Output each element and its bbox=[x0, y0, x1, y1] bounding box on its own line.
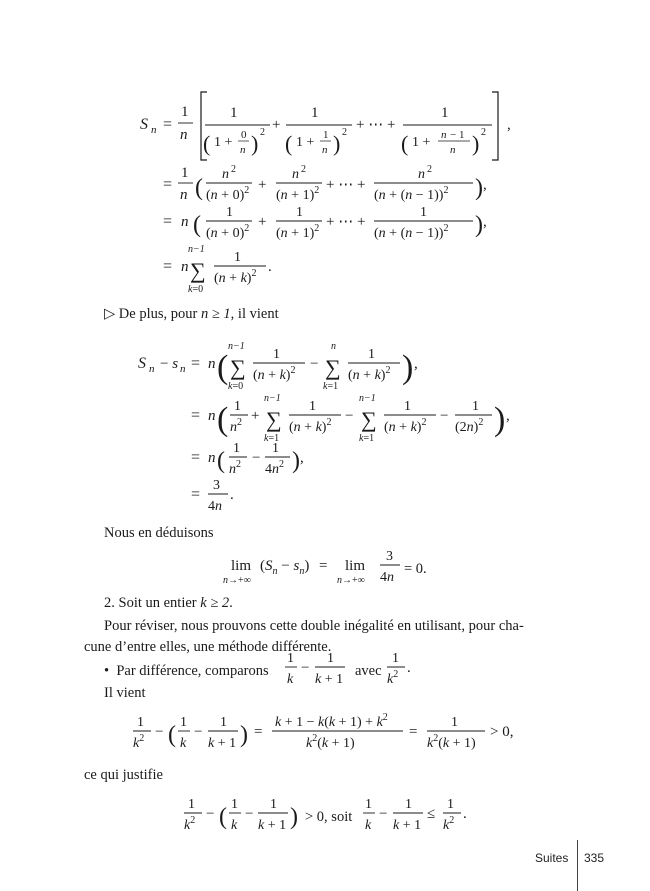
equation-diff-line1 bbox=[138, 341, 418, 392]
svg-text:1: 1 bbox=[137, 715, 144, 730]
svg-text:(: ( bbox=[217, 349, 229, 386]
svg-text:1: 1 bbox=[234, 399, 241, 414]
svg-text:1: 1 bbox=[309, 399, 316, 414]
svg-text:0: 0 bbox=[241, 129, 247, 141]
il-vient-text: Il vient bbox=[104, 685, 146, 701]
svg-text:): ) bbox=[251, 131, 259, 156]
svg-text:− 1: − 1 bbox=[450, 129, 465, 141]
equation-diff-line2 bbox=[191, 393, 510, 444]
svg-text:1: 1 bbox=[420, 205, 427, 220]
svg-text:k2: $k^2$ bbox=[184, 815, 196, 833]
svg-text:3: 3 bbox=[386, 549, 393, 564]
svg-text:(n + 0)2: $(n + 0)^2$ bbox=[206, 185, 250, 203]
svg-text:+: + bbox=[258, 177, 267, 193]
svg-text:1 +: 1 + bbox=[296, 135, 315, 150]
svg-text:−: − bbox=[345, 408, 354, 424]
soit-text: > 0, soit bbox=[305, 809, 353, 825]
svg-text:(n + k)2: $(n + k)^2$ bbox=[384, 417, 427, 435]
svg-text:(2n)2: $(2n)^2$ bbox=[455, 417, 484, 435]
svg-text:−: − bbox=[194, 724, 203, 740]
svg-text:=: = bbox=[163, 213, 173, 230]
svg-text:=: = bbox=[409, 724, 418, 740]
svg-text:(: ( bbox=[193, 212, 201, 238]
svg-text:k: k bbox=[180, 736, 187, 751]
svg-text:n−1: n−1 bbox=[264, 393, 281, 404]
svg-text:1: 1 bbox=[270, 797, 277, 812]
equation-sn-line1 bbox=[140, 92, 511, 160]
svg-text:n: n bbox=[418, 167, 425, 182]
svg-text:(: ( bbox=[168, 722, 176, 748]
equation-diff-line3 bbox=[191, 441, 304, 477]
svg-text:.: . bbox=[268, 259, 272, 275]
svg-text:n−1: n−1 bbox=[359, 393, 376, 404]
svg-text:1: 1 bbox=[323, 129, 329, 141]
footer-divider bbox=[577, 840, 578, 891]
svg-text:): ) bbox=[494, 401, 506, 438]
svg-text:k: k bbox=[287, 672, 294, 687]
svg-text:1: 1 bbox=[311, 105, 319, 121]
svg-text:): ) bbox=[240, 722, 248, 748]
svg-text:+ ⋯ +: + ⋯ + bbox=[356, 117, 396, 133]
svg-text:n2: $n^2$ bbox=[229, 459, 241, 477]
svg-text:1: 1 bbox=[441, 105, 449, 121]
svg-text:+: + bbox=[272, 117, 281, 133]
svg-text:=: = bbox=[191, 355, 201, 372]
svg-text:k=0: k=0 bbox=[228, 381, 244, 392]
svg-text:.: . bbox=[407, 660, 411, 676]
svg-text:(: ( bbox=[217, 448, 225, 474]
svg-text:1 +: 1 + bbox=[214, 135, 233, 150]
svg-text:k2: $k^2$ bbox=[443, 815, 455, 833]
svg-text:+ ⋯ +: + ⋯ + bbox=[326, 177, 366, 193]
triangle-icon: ▷ bbox=[104, 306, 116, 322]
svg-text:(n + k)2: $(n + k)^2$ bbox=[253, 365, 296, 383]
svg-text:≤: ≤ bbox=[427, 806, 436, 822]
svg-text:(Sn − sn): $(S_n - s_n)$ bbox=[260, 558, 310, 577]
svg-text:k: k bbox=[365, 818, 372, 833]
svg-text:1: 1 bbox=[296, 205, 303, 220]
item2-text: 2. Soit un entier bbox=[104, 595, 201, 611]
svg-text:=: = bbox=[191, 407, 201, 424]
svg-text:k + 1: k + 1 bbox=[258, 818, 287, 833]
intro-paragraph bbox=[104, 304, 279, 324]
bullet-text: Par différence, comparons bbox=[116, 663, 269, 679]
svg-text:(n + k)2: $(n + k)^2$ bbox=[214, 268, 257, 286]
svg-text:n: n bbox=[240, 144, 246, 156]
svg-text:,: , bbox=[414, 356, 418, 372]
svg-text:1: 1 bbox=[327, 651, 334, 666]
svg-text:1: 1 bbox=[451, 715, 458, 730]
item-2 bbox=[104, 593, 233, 613]
svg-text:1: 1 bbox=[226, 205, 233, 220]
svg-text:): ) bbox=[475, 175, 483, 201]
page-number: 335 bbox=[584, 851, 605, 865]
svg-text:2: 2 bbox=[231, 164, 236, 175]
svg-text:1: 1 bbox=[233, 441, 240, 456]
svg-text:(n + (n − 1))2: $(n + (n - 1))^2$ bbox=[374, 223, 449, 241]
svg-text:): ) bbox=[472, 131, 480, 156]
svg-text:k=1: k=1 bbox=[359, 433, 375, 444]
intro-text: De plus, pour bbox=[118, 306, 201, 322]
svg-text:,: , bbox=[506, 408, 510, 424]
svg-text:1: 1 bbox=[273, 347, 280, 362]
svg-text:): ) bbox=[292, 448, 300, 474]
svg-text:1: 1 bbox=[231, 797, 238, 812]
svg-text:(n + 0)2: $(n + 0)^2$ bbox=[206, 223, 250, 241]
svg-text:n: n bbox=[441, 129, 447, 141]
svg-text:∑: ∑ bbox=[325, 355, 341, 380]
svg-text:4n: 4n bbox=[380, 570, 394, 585]
svg-text:1: 1 bbox=[220, 715, 227, 730]
svg-text:−: − bbox=[245, 806, 254, 822]
svg-text:−: − bbox=[379, 806, 388, 822]
svg-text:(: ( bbox=[217, 401, 229, 438]
svg-text:n−1: n−1 bbox=[228, 341, 245, 352]
bullet-icon: • bbox=[104, 663, 110, 679]
svg-text:n2: $n^2$ bbox=[230, 417, 242, 435]
svg-text:S: S bbox=[138, 355, 146, 372]
svg-text:n: n bbox=[180, 127, 188, 143]
svg-text:k2(k + 1): $k^2(k + 1)$ bbox=[306, 733, 355, 751]
svg-text:n: n bbox=[180, 187, 188, 203]
intro-tail: , il vient bbox=[230, 306, 279, 322]
svg-text:(n + (n − 1))2: $(n + (n - 1))^2$ bbox=[374, 185, 449, 203]
item2-tail: . bbox=[229, 595, 233, 611]
svg-text:=: = bbox=[163, 258, 173, 275]
svg-text:): ) bbox=[333, 131, 341, 156]
bullet-item bbox=[104, 661, 269, 681]
svg-text:n: n bbox=[180, 363, 186, 375]
svg-text:4n: 4n bbox=[208, 499, 222, 514]
svg-text:k + 1 − k(k + 1) + k2: $k + 1 - k(k + 1) + k^2$ bbox=[275, 712, 388, 730]
equation-sn-line4 bbox=[163, 244, 272, 295]
svg-text:lim: lim bbox=[231, 558, 252, 574]
svg-text:1: 1 bbox=[405, 797, 412, 812]
svg-text:,: , bbox=[507, 117, 511, 133]
svg-text:n: n bbox=[181, 259, 189, 275]
svg-text:lim: lim bbox=[345, 558, 366, 574]
svg-text:2: 2 bbox=[427, 164, 432, 175]
svg-text:S: S bbox=[140, 116, 148, 133]
svg-text:1: 1 bbox=[287, 651, 294, 666]
svg-text:=: = bbox=[191, 486, 201, 503]
svg-text:=: = bbox=[163, 116, 173, 133]
paragraph-line-2: cune d’entre elles, une méthode différente. bbox=[84, 639, 332, 655]
svg-text:+: + bbox=[251, 408, 260, 424]
item2-condition: k ≥ 2 bbox=[200, 595, 230, 611]
svg-text:(: ( bbox=[285, 131, 293, 156]
svg-text:k: k bbox=[231, 818, 238, 833]
svg-text:> 0,: > 0, bbox=[490, 724, 514, 740]
svg-text:∑: ∑ bbox=[266, 407, 282, 432]
limit-result: = 0. bbox=[404, 561, 427, 577]
svg-text:=: = bbox=[319, 558, 328, 574]
svg-text:n→+∞: n→+∞ bbox=[337, 575, 365, 586]
equation-diff-line4 bbox=[191, 478, 234, 514]
svg-text:k2: $k^2$ bbox=[133, 733, 145, 751]
paragraph-line-1: Pour réviser, nous prouvons cette double inégalité en utilisant, pour cha- bbox=[104, 618, 524, 634]
deduce-text: Nous en déduisons bbox=[104, 525, 214, 541]
svg-text:(n + k)2: $(n + k)^2$ bbox=[289, 417, 332, 435]
svg-text:1: 1 bbox=[188, 797, 195, 812]
equation-sn-line2 bbox=[163, 164, 487, 203]
svg-text:): ) bbox=[290, 804, 298, 830]
equation-compare bbox=[133, 712, 513, 751]
section-label: Suites bbox=[535, 851, 569, 865]
svg-text:k=1: k=1 bbox=[323, 381, 339, 392]
svg-text:1: 1 bbox=[181, 165, 189, 181]
svg-text:−: − bbox=[155, 724, 164, 740]
svg-text:2: 2 bbox=[342, 127, 347, 138]
svg-text:n: n bbox=[208, 450, 216, 466]
svg-text:2: 2 bbox=[481, 127, 486, 138]
svg-text:4n2: $4n^2$ bbox=[265, 459, 284, 477]
svg-text:1: 1 bbox=[404, 399, 411, 414]
svg-text:(: ( bbox=[219, 804, 227, 830]
svg-text:∑: ∑ bbox=[190, 258, 206, 283]
svg-text:1: 1 bbox=[272, 441, 279, 456]
svg-text:− s: − s bbox=[160, 356, 179, 372]
svg-text:1: 1 bbox=[180, 715, 187, 730]
svg-text:n: n bbox=[208, 356, 216, 372]
svg-text:n: n bbox=[149, 363, 155, 375]
svg-text:1: 1 bbox=[368, 347, 375, 362]
svg-text:n: n bbox=[322, 144, 328, 156]
equation-sn-line3 bbox=[163, 205, 487, 241]
svg-text:,: , bbox=[483, 177, 487, 193]
svg-text:k=1: k=1 bbox=[264, 433, 280, 444]
svg-text:): ) bbox=[475, 212, 483, 238]
justifie-text: ce qui justifie bbox=[84, 767, 163, 783]
svg-text:2: 2 bbox=[301, 164, 306, 175]
svg-text:(n + 1)2: $(n + 1)^2$ bbox=[276, 223, 320, 241]
svg-text:1: 1 bbox=[392, 651, 399, 666]
svg-text:k + 1: k + 1 bbox=[208, 736, 237, 751]
svg-text:=: = bbox=[254, 724, 263, 740]
svg-text:3: 3 bbox=[213, 478, 220, 493]
svg-text:∑: ∑ bbox=[230, 355, 246, 380]
svg-text:1: 1 bbox=[230, 105, 238, 121]
svg-text:(n + 1)2: $(n + 1)^2$ bbox=[276, 185, 320, 203]
svg-text:(: ( bbox=[195, 175, 203, 201]
svg-text:=: = bbox=[163, 176, 173, 193]
svg-text:n: n bbox=[222, 167, 229, 182]
svg-text:1: 1 bbox=[181, 104, 189, 120]
svg-text:n: n bbox=[208, 408, 216, 424]
svg-text:k2: $k^2$ bbox=[387, 669, 399, 687]
svg-text:n−1: n−1 bbox=[188, 244, 205, 255]
svg-text:): ) bbox=[402, 349, 414, 386]
svg-text:n→+∞: n→+∞ bbox=[223, 575, 251, 586]
svg-text:1 +: 1 + bbox=[412, 135, 431, 150]
svg-text:n: n bbox=[450, 144, 456, 156]
svg-text:k + 1: k + 1 bbox=[315, 672, 344, 687]
svg-text:(: ( bbox=[401, 131, 409, 156]
svg-text:(: ( bbox=[203, 131, 211, 156]
intro-condition: n ≥ 1 bbox=[200, 306, 231, 322]
svg-text:−: − bbox=[440, 408, 449, 424]
svg-text:n: n bbox=[292, 167, 299, 182]
svg-text:−: − bbox=[301, 660, 310, 676]
svg-text:1: 1 bbox=[472, 399, 479, 414]
svg-text:−: − bbox=[252, 450, 261, 466]
svg-text:.: . bbox=[230, 487, 234, 503]
svg-text:n: n bbox=[181, 214, 189, 230]
svg-text:.: . bbox=[463, 806, 467, 822]
svg-text:n: n bbox=[331, 341, 336, 352]
svg-text:−: − bbox=[206, 806, 215, 822]
svg-text:1: 1 bbox=[365, 797, 372, 812]
svg-text:−: − bbox=[310, 356, 319, 372]
svg-text:+ ⋯ +: + ⋯ + bbox=[326, 214, 366, 230]
svg-text:∑: ∑ bbox=[361, 407, 377, 432]
svg-text:=: = bbox=[191, 449, 201, 466]
svg-text:,: , bbox=[300, 450, 304, 466]
svg-text:1: 1 bbox=[447, 797, 454, 812]
bullet-avec: avec bbox=[355, 663, 382, 679]
svg-text:1: 1 bbox=[234, 250, 241, 265]
svg-text:n: n bbox=[151, 124, 157, 136]
svg-text:,: , bbox=[483, 214, 487, 230]
svg-text:k2(k + 1): $k^2(k + 1)$ bbox=[427, 733, 476, 751]
svg-text:(n + k)2: $(n + k)^2$ bbox=[348, 365, 391, 383]
svg-text:k=0: k=0 bbox=[188, 284, 204, 295]
svg-text:2: 2 bbox=[260, 127, 265, 138]
equation-limit bbox=[223, 549, 400, 586]
svg-text:k + 1: k + 1 bbox=[393, 818, 422, 833]
svg-text:+: + bbox=[258, 214, 267, 230]
